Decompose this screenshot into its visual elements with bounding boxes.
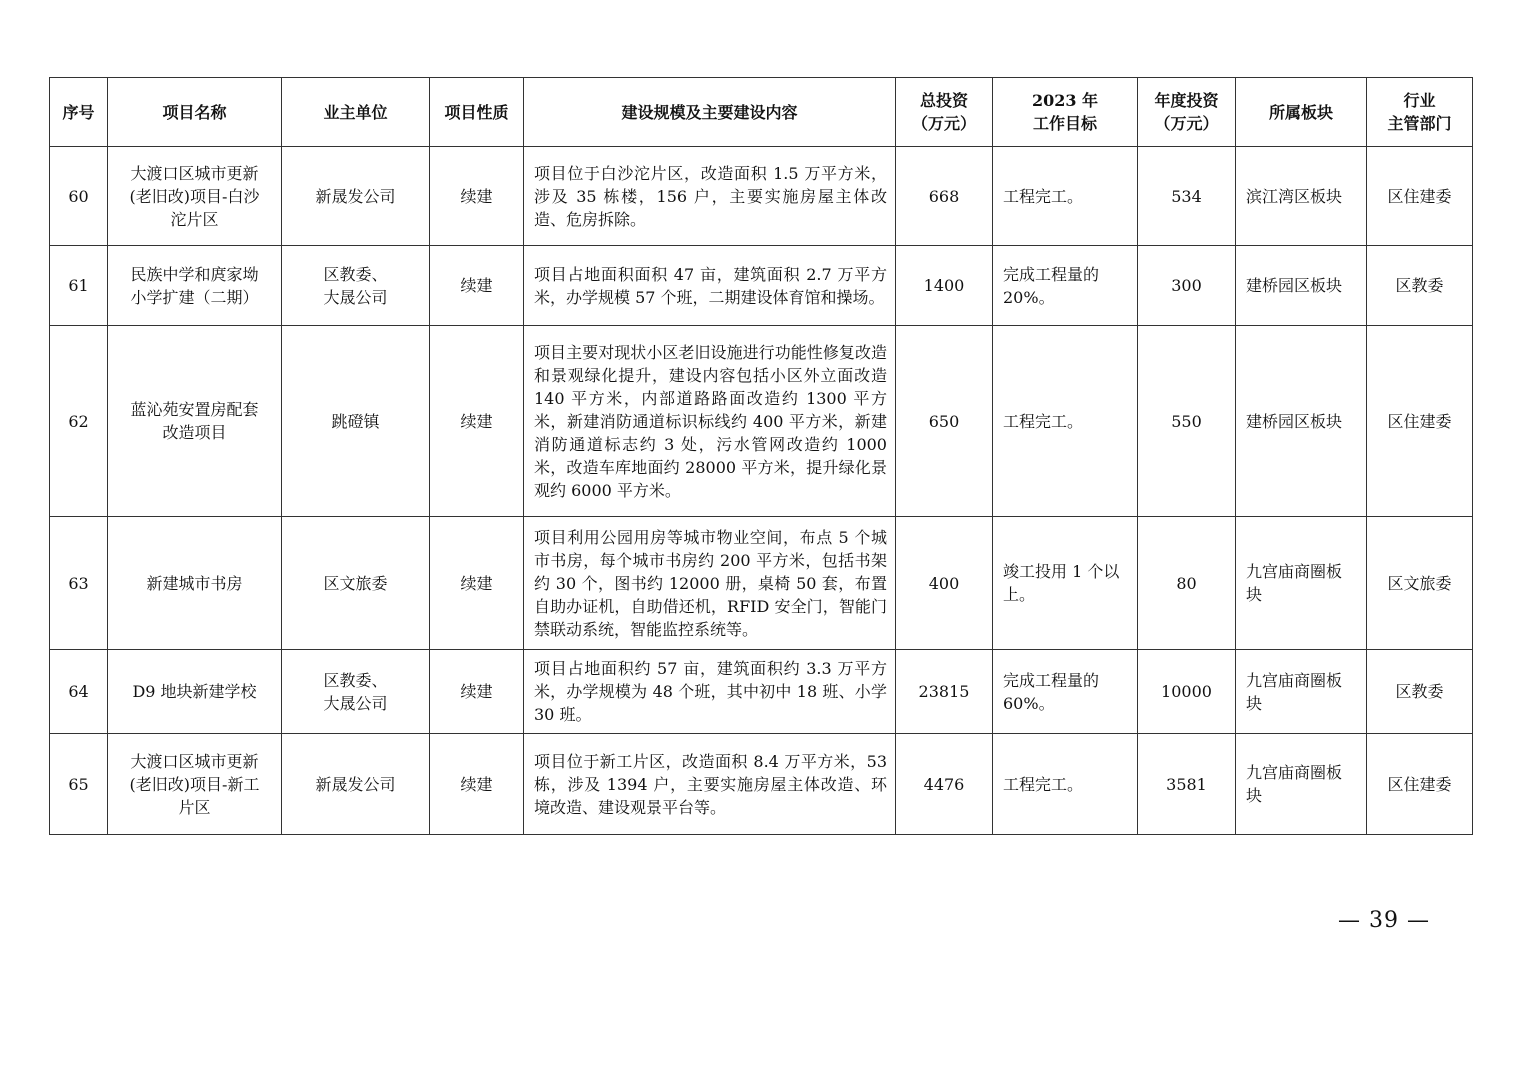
cell-total-investment: 650 <box>896 326 993 517</box>
cell-project-name: 大渡口区城市更新 (老旧改)项目-新工 片区 <box>108 734 282 835</box>
cell-sector: 滨江湾区板块 <box>1236 147 1367 246</box>
cell-annual-investment: 80 <box>1138 517 1236 650</box>
cell-department: 区教委 <box>1367 246 1473 326</box>
cell-seq: 63 <box>50 517 108 650</box>
cell-goal-2023: 工程完工。 <box>993 326 1138 517</box>
cell-nature: 续建 <box>430 326 524 517</box>
cell-owner: 区教委、 大晟公司 <box>282 650 430 734</box>
cell-sector: 九宫庙商圈板 块 <box>1236 734 1367 835</box>
cell-annual-investment: 534 <box>1138 147 1236 246</box>
cell-project-name: 新建城市书房 <box>108 517 282 650</box>
table-row <box>50 246 1473 326</box>
cell-project-name: 民族中学和庹家坳 小学扩建（二期） <box>108 246 282 326</box>
cell-total-investment: 668 <box>896 147 993 246</box>
cell-owner: 跳磴镇 <box>282 326 430 517</box>
project-table <box>49 77 1473 835</box>
cell-annual-investment: 550 <box>1138 326 1236 517</box>
header-content: 建设规模及主要建设内容 <box>524 78 896 147</box>
cell-sector: 九宫庙商圈板 块 <box>1236 650 1367 734</box>
cell-seq: 60 <box>50 147 108 246</box>
cell-nature: 续建 <box>430 650 524 734</box>
cell-goal-2023: 工程完工。 <box>993 147 1138 246</box>
page-number: — 39 — <box>1338 908 1430 933</box>
table-row <box>50 517 1473 650</box>
cell-sector: 九宫庙商圈板 块 <box>1236 517 1367 650</box>
cell-project-name: 蓝沁苑安置房配套 改造项目 <box>108 326 282 517</box>
header-nature: 项目性质 <box>430 78 524 147</box>
cell-seq: 61 <box>50 246 108 326</box>
cell-goal-2023: 完成工程量的 20%。 <box>993 246 1138 326</box>
cell-nature: 续建 <box>430 147 524 246</box>
header-project-name: 项目名称 <box>108 78 282 147</box>
table-row <box>50 326 1473 517</box>
cell-department: 区住建委 <box>1367 147 1473 246</box>
cell-nature: 续建 <box>430 734 524 835</box>
cell-annual-investment: 3581 <box>1138 734 1236 835</box>
header-sector: 所属板块 <box>1236 78 1367 147</box>
cell-nature: 续建 <box>430 517 524 650</box>
cell-sector: 建桥园区板块 <box>1236 246 1367 326</box>
table-row <box>50 650 1473 734</box>
header-annual-investment: 年度投资 （万元） <box>1138 78 1236 147</box>
cell-department: 区文旅委 <box>1367 517 1473 650</box>
header-owner: 业主单位 <box>282 78 430 147</box>
table-header-row <box>50 78 1473 147</box>
cell-owner: 新晟发公司 <box>282 734 430 835</box>
cell-nature: 续建 <box>430 246 524 326</box>
cell-content: 项目占地面积面积 47 亩，建筑面积 2.7 万平方米，办学规模 57 个班，二期建设体育馆和操场。 <box>524 246 896 326</box>
cell-content: 项目主要对现状小区老旧设施进行功能性修复改造和景观绿化提升，建设内容包括小区外立面改造 140 平方米，内部道路路面改造约 1300 平方米，新建消防通道标识标线约 400 平方米，新建消防通道标志约 3 处，污水管网改造约 1000 米，改造车库地面约 28000 平方米，提升绿化景观约 6000 平方米。 <box>524 326 896 517</box>
cell-goal-2023: 工程完工。 <box>993 734 1138 835</box>
cell-total-investment: 23815 <box>896 650 993 734</box>
cell-project-name: 大渡口区城市更新 (老旧改)项目-白沙 沱片区 <box>108 147 282 246</box>
cell-goal-2023: 竣工投用 1 个以 上。 <box>993 517 1138 650</box>
cell-total-investment: 4476 <box>896 734 993 835</box>
cell-department: 区住建委 <box>1367 734 1473 835</box>
cell-owner: 区文旅委 <box>282 517 430 650</box>
cell-seq: 64 <box>50 650 108 734</box>
header-department: 行业 主管部门 <box>1367 78 1473 147</box>
cell-annual-investment: 300 <box>1138 246 1236 326</box>
header-goal-2023: 2023 年 工作目标 <box>993 78 1138 147</box>
table-row <box>50 147 1473 246</box>
cell-content: 项目位于新工片区，改造面积 8.4 万平方米，53 栋，涉及 1394 户，主要实施房屋主体改造、环境改造、建设观景平台等。 <box>524 734 896 835</box>
cell-content: 项目位于白沙沱片区，改造面积 1.5 万平方米，涉及 35 栋楼，156 户，主要实施房屋主体改造、危房拆除。 <box>524 147 896 246</box>
cell-seq: 62 <box>50 326 108 517</box>
cell-annual-investment: 10000 <box>1138 650 1236 734</box>
cell-department: 区教委 <box>1367 650 1473 734</box>
cell-owner: 新晟发公司 <box>282 147 430 246</box>
cell-seq: 65 <box>50 734 108 835</box>
cell-content: 项目利用公园用房等城市物业空间，布点 5 个城市书房，每个城市书房约 200 平方米，包括书架约 30 个，图书约 12000 册，桌椅 50 套，布置自助办证机，自助借还机，RFID 安全门，智能门禁联动系统，智能监控系统等。 <box>524 517 896 650</box>
header-seq: 序号 <box>50 78 108 147</box>
cell-department: 区住建委 <box>1367 326 1473 517</box>
cell-sector: 建桥园区板块 <box>1236 326 1367 517</box>
cell-content: 项目占地面积约 57 亩，建筑面积约 3.3 万平方米，办学规模为 48 个班，其中初中 18 班、小学 30 班。 <box>524 650 896 734</box>
cell-total-investment: 1400 <box>896 246 993 326</box>
table-row <box>50 734 1473 835</box>
cell-project-name: D9 地块新建学校 <box>108 650 282 734</box>
cell-goal-2023: 完成工程量的 60%。 <box>993 650 1138 734</box>
cell-owner: 区教委、 大晟公司 <box>282 246 430 326</box>
cell-total-investment: 400 <box>896 517 993 650</box>
header-total-investment: 总投资 （万元） <box>896 78 993 147</box>
